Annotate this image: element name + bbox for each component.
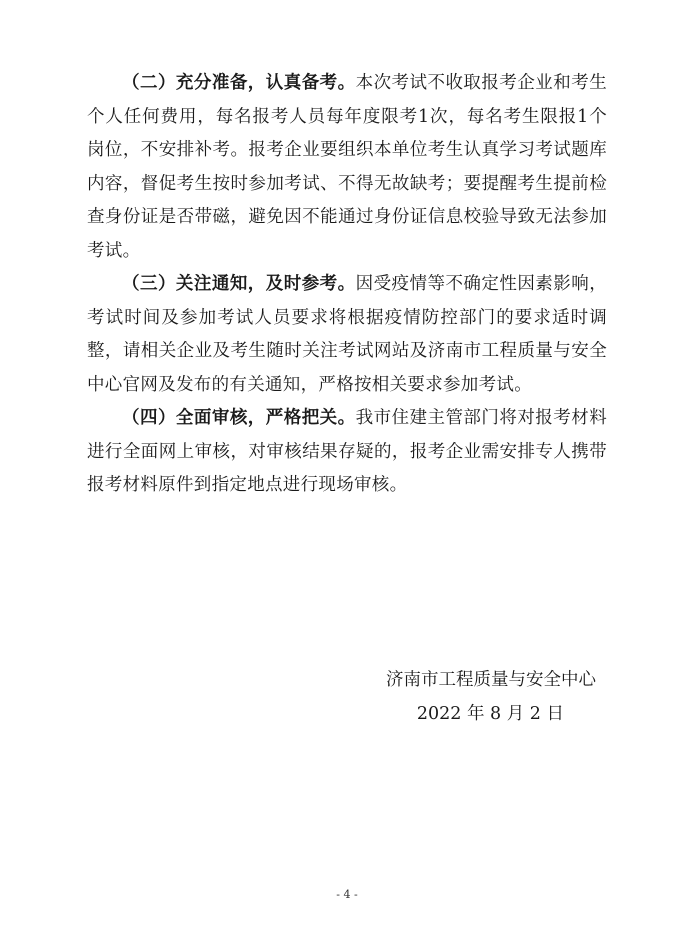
paragraph-text: 本次考试不收取报考企业和考生个人任何费用，每名报考人员每年度限考1次，每名考生限报1个岗位，不安排补考。报考企业要组织本单位考生认真学习考试题库内容，督促考生按时参加考试、不得无故缺考；要提醒考生提前检查身份证是否带磁，避免因不能通过身份证信息校验导致无法参加考试。 [87, 73, 608, 261]
paragraph-heading: （二）充分准备，认真备考。 [122, 73, 356, 93]
paragraph-heading: （三）关注通知，及时参考。 [122, 274, 356, 294]
paragraph-preparation [87, 67, 607, 268]
document-body [87, 67, 607, 503]
signature-block [336, 664, 596, 731]
page-number: - 4 - [336, 888, 358, 901]
signature-organization: 济南市工程质量与安全中心 [386, 670, 596, 690]
paragraph-text: 我市住建主管部门将对报考材料进行全面网上审核，对审核结果存疑的，报考企业需安排专人携带报考材料原件到指定地点进行现场审核。 [87, 408, 608, 495]
paragraph-notice [87, 268, 607, 402]
signature-date: 2022 年 8 月 2 日 [416, 703, 564, 724]
paragraph-heading: （四）全面审核，严格把关。 [122, 408, 356, 428]
paragraph-text: 因受疫情等不确定性因素影响，考试时间及参加考试人员要求将根据疫情防控部门的要求适时调整，请相关企业及考生随时关注考试网站及济南市工程质量与安全中心官网及发布的有关通知，严格按相关要求参加考试。 [87, 274, 608, 395]
paragraph-review [87, 402, 607, 503]
